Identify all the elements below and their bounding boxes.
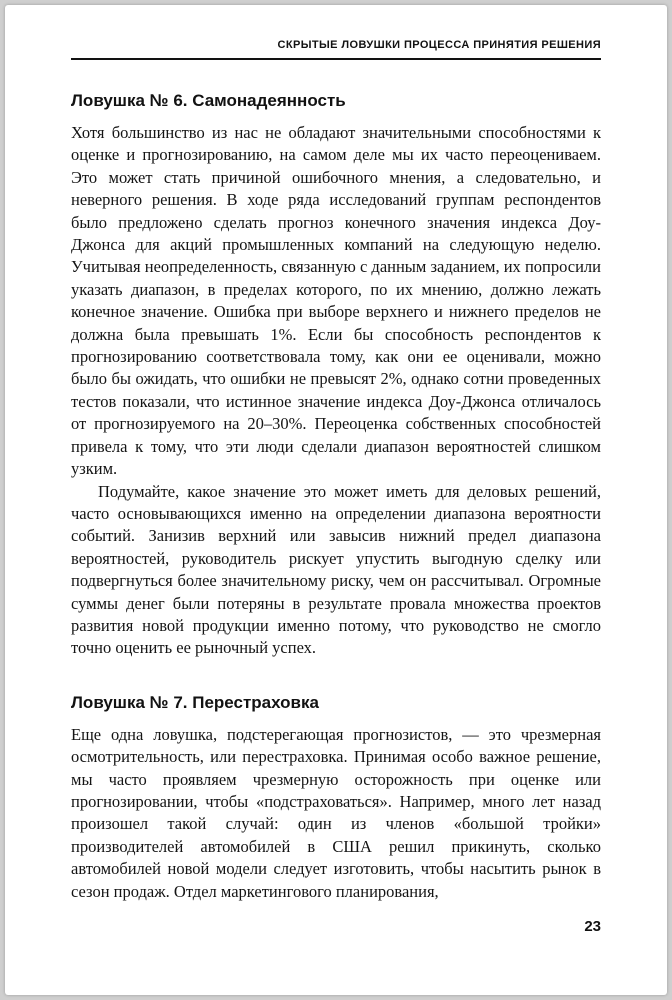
- body-paragraph: Подумайте, какое значение это может иметь для деловых решений, часто основывающихся именно на определении диапазона вероятности событий. Занизив верхний или завысив нижний предел диапазона вероятностей, руководитель рискует упустить выгодную сделку или подвергнуться более значительному риску, чем он рассчитывал. Огромные суммы денег были потеряны в результате провала множества проектов развития новой продукции именно потому, что руководство не смогло точно оценить ее рыночный успех.: [71, 481, 601, 658]
- section-heading-trap-6: Ловушка № 6. Самонадеянность: [71, 91, 346, 110]
- page-number: 23: [584, 918, 601, 935]
- section-heading-trap-7: Ловушка № 7. Перестраховка: [71, 692, 319, 712]
- running-header: [71, 39, 601, 60]
- body-paragraph: Хотя большинство из нас не обладают значительными способностями к оценке и прогнозированию, на самом деле мы их часто переоцениваем. Это может стать причиной ошибочного мнения, а следовательно, и неверного решения. В ходе ряда исследований группам респондентов было предложено сделать прогноз конечного значения индекса Доу-Джонса для акций промышленных компаний на следующую неделю. Учитывая неопределенность, связанную с данным заданием, их попросили указать диапазон, в пределах которого, по их мнению, должно лежать конечное значение. Ошибка при выборе верхнего и нижнего пределов не должна была превышать 1%. Если бы способность респондентов к прогнозированию соответствовала тому, как они ее оценивали, можно было бы ожидать, что ошибки не превысят 2%, однако сотни проведенных тестов показали, что истинное значение индекса Доу-Джонса отличалось от прогнозируемого на 20–30%. Переоценка собственных способностей привела к тому, что эти люди сделали диапазон вероятностей слишком узким.: [71, 123, 601, 479]
- body-paragraph: Еще одна ловушка, подстерегающая прогнозистов, — это чрезмерная осмотрительность, или перестраховка. Принимая особо важное решение, мы часто проявляем чрезмерную осторожность при оценке или прогнозировании, чтобы «подстраховаться». Например, много лет назад произошел такой случай: один из членов «большой тройки» производителей автомобилей в США решил прикинуть, сколько автомобилей новой модели следует изготовить, чтобы насытить рынок в сезон продаж. Отдел маркетингового планирования,: [71, 724, 601, 901]
- header-rule: [71, 58, 601, 60]
- running-header-text: СКРЫТЫЕ ЛОВУШКИ ПРОЦЕССА ПРИНЯТИЯ РЕШЕНИЯ: [277, 39, 601, 51]
- page: [5, 5, 667, 995]
